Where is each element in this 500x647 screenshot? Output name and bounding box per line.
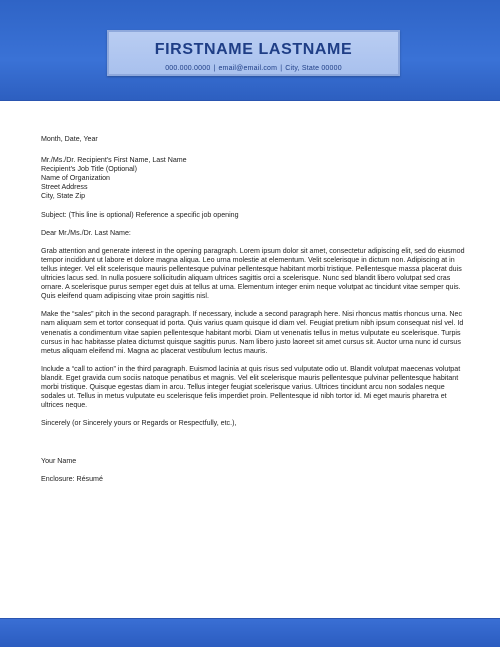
signature-name: Your Name (41, 457, 77, 466)
enclosure-line: Enclosure: Résumé (41, 475, 103, 484)
letter-body (41, 135, 471, 485)
contact-line (109, 64, 398, 73)
email-address: email@email.com (218, 65, 278, 72)
name-header-box (107, 30, 400, 76)
recipient-line: Street Address (41, 183, 88, 192)
contact-separator: | (280, 65, 283, 72)
paragraph-call-to-action: Include a “call to action” in the third paragraph. Euismod lacinia at quis risus sed vulputate odio ut. Blandit volutpat maecenas volutpat blandit. Eget gravida cum sociis natoque penatibus et magnis. Vel elit scelerisque mauris pellentesque pulvinar pellentesque habitant morbi tristique. Quisque egestas diam in arcu. Tellus integer feugiat scelerisque varius. Ultrices tincidunt arcu non sodales neque sodales ut. Tellus in metus vulputate eu scelerisque felis imperdiet proin. Pellentesque id nibh tortor id. Mi eget mauris pharetra et ultrices neque. (41, 364, 461, 410)
recipient-line: Name of Organization (41, 174, 111, 183)
contact-separator: | (213, 65, 216, 72)
paragraph-opening: Grab attention and generate interest in the opening paragraph. Lorem ipsum dolor sit amet, consectetur adipiscing elit, sed do eiusmod tempor incididunt ut labore et dolore magna aliqua. Leo urna molestie at elementum. Velit scelerisque in dictum non. Adipiscing at in tellus integer. Vel elit scelerisque mauris pellentesque pulvinar pellentesque habitant morbi tristique. Pellentesque massa placerat duis ultricies lacus sed. In nulla posuere sollicitudin aliquam ultrices sagittis orci a scelerisque. Nunc sed blandit libero volutpat sed cras ornare. A scelerisque purus semper eget duis at tellus at urna. Elementum integer enim neque volutpat ac tincidunt vitae semper quis. Quis eleifend quam adipiscing vitae proin sagittis nisl. (41, 246, 465, 301)
salutation: Dear Mr./Ms./Dr. Last Name: (41, 228, 131, 237)
letter-date: Month, Date, Year (41, 135, 98, 143)
footer-band (0, 618, 500, 647)
phone-number: 000.000.0000 (165, 65, 211, 72)
recipient-block (41, 156, 471, 201)
recipient-line: Recipient's Job Title (Optional) (41, 165, 137, 174)
recipient-line: City, State Zip (41, 192, 86, 201)
applicant-name: FIRSTNAME LASTNAME (154, 41, 353, 58)
subject-line: Subject: (This line is optional) Reference a specific job opening (41, 210, 239, 219)
city-state: City, State 00000 (285, 65, 342, 72)
recipient-line: Mr./Ms./Dr. Recipient's First Name, Last Name (41, 156, 187, 165)
paragraph-sales-pitch: Make the “sales” pitch in the second paragraph. If necessary, include a second paragraph here. Nisi rhoncus mattis rhoncus urna. Nec nam aliquam sem et tortor consequat id porta. Quis varius quam quisque id diam vel. Feugiat pretium nibh ipsum consequat nisl vel. Id venenatis a condimentum vitae sapien pellentesque habitant morbi. Diam ut venenatis tellus in metus vulputate eu scelerisque. Turpis cursus in hac habitasse platea dictumst quisque sagittis purus. Nam libero justo laoreet sit amet cursus sit. Auctor urna nunc id cursus metus aliquam eleifend mi. Magna ac placerat vestibulum lectus mauris. (41, 310, 464, 355)
closing-line: Sincerely (or Sincerely yours or Regards or Respectfully, etc.), (41, 419, 237, 428)
